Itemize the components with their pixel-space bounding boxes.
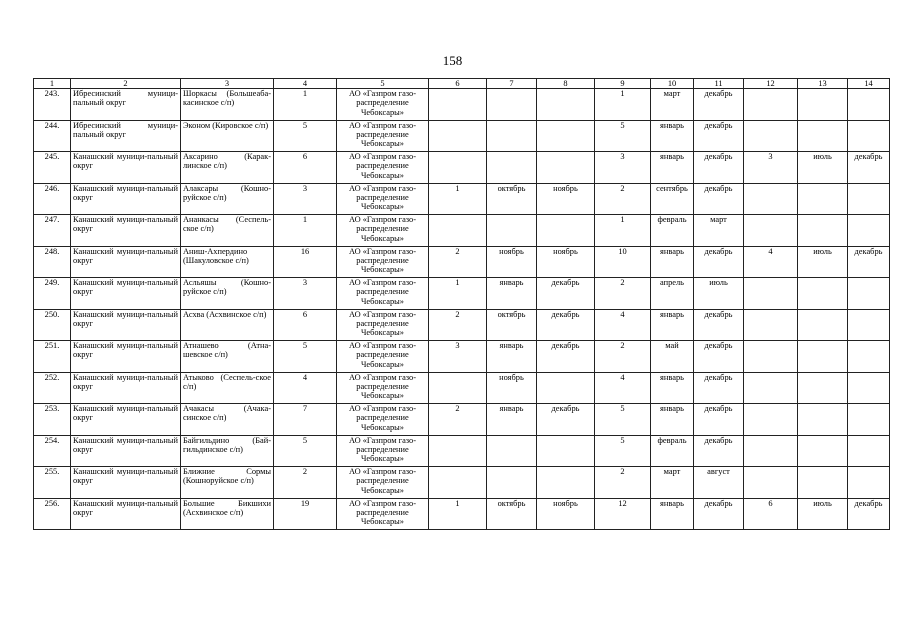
month-cell: [848, 435, 890, 467]
organization-cell: АО «Газпром газо-распределение Чебоксары»: [337, 278, 429, 310]
organization-cell: АО «Газпром газо-распределение Чебоксары»: [337, 309, 429, 341]
month-cell: март: [651, 89, 694, 121]
month-cell: [848, 467, 890, 499]
value-cell: [744, 467, 798, 499]
value-cell: 2: [595, 183, 651, 215]
municipality-cell: Канашский муници-пальный округ: [71, 435, 181, 467]
organization-cell: АО «Газпром газо-распределение Чебоксары»: [337, 89, 429, 121]
month-cell: [537, 215, 595, 247]
table-row: [34, 120, 890, 152]
month-cell: [848, 309, 890, 341]
row-number: 246.: [34, 183, 71, 215]
month-cell: [537, 467, 595, 499]
month-cell: [848, 278, 890, 310]
table-row: [34, 372, 890, 404]
value-cell: 1: [429, 278, 487, 310]
value-cell: [744, 341, 798, 373]
municipality-cell: Ибресинский муници-пальный округ: [71, 89, 181, 121]
table-row: [34, 435, 890, 467]
month-cell: [848, 404, 890, 436]
table-row: [34, 183, 890, 215]
month-cell: [798, 467, 848, 499]
value-cell: [429, 152, 487, 184]
month-cell: декабрь: [694, 372, 744, 404]
settlement-cell: Ачакасы (Ачака-синское с/п): [181, 404, 274, 436]
settlement-cell: Эконом (Кировское с/п): [181, 120, 274, 152]
month-cell: [487, 435, 537, 467]
value-cell: [429, 467, 487, 499]
value-cell: [744, 89, 798, 121]
month-cell: ноябрь: [537, 246, 595, 278]
organization-cell: АО «Газпром газо-распределение Чебоксары»: [337, 372, 429, 404]
month-cell: [848, 341, 890, 373]
month-cell: декабрь: [848, 246, 890, 278]
value-cell: [744, 435, 798, 467]
column-number: 4: [274, 79, 337, 89]
page-number: 158: [442, 53, 463, 68]
month-cell: [848, 89, 890, 121]
column-number: 1: [34, 79, 71, 89]
month-cell: январь: [651, 372, 694, 404]
month-cell: январь: [487, 341, 537, 373]
value-cell: 12: [595, 498, 651, 530]
value-cell: 3: [595, 152, 651, 184]
row-number: 249.: [34, 278, 71, 310]
organization-cell: АО «Газпром газо-распределение Чебоксары»: [337, 120, 429, 152]
municipality-cell: Канашский муници-пальный округ: [71, 152, 181, 184]
value-cell: 1: [595, 215, 651, 247]
month-cell: ноябрь: [537, 183, 595, 215]
table-row: [34, 278, 890, 310]
column-number: 10: [651, 79, 694, 89]
count-cell: 2: [274, 467, 337, 499]
row-number: 256.: [34, 498, 71, 530]
organization-cell: АО «Газпром газо-распределение Чебоксары»: [337, 215, 429, 247]
column-number: 13: [798, 79, 848, 89]
month-cell: [798, 183, 848, 215]
month-cell: [798, 89, 848, 121]
month-cell: декабрь: [694, 404, 744, 436]
month-cell: июль: [798, 246, 848, 278]
month-cell: декабрь: [537, 341, 595, 373]
month-cell: декабрь: [537, 404, 595, 436]
month-cell: [848, 215, 890, 247]
value-cell: 3: [744, 152, 798, 184]
value-cell: [744, 120, 798, 152]
row-number: 252.: [34, 372, 71, 404]
month-cell: [798, 404, 848, 436]
month-cell: декабрь: [694, 120, 744, 152]
month-cell: февраль: [651, 435, 694, 467]
value-cell: [429, 215, 487, 247]
value-cell: [744, 215, 798, 247]
value-cell: 2: [429, 309, 487, 341]
settlement-cell: Ананкасы (Сеспель-ское с/п): [181, 215, 274, 247]
value-cell: 5: [595, 435, 651, 467]
count-cell: 4: [274, 372, 337, 404]
count-cell: 16: [274, 246, 337, 278]
column-number: 14: [848, 79, 890, 89]
month-cell: [798, 341, 848, 373]
municipality-cell: Канашский муници-пальный округ: [71, 278, 181, 310]
month-cell: октябрь: [487, 498, 537, 530]
table-row: [34, 215, 890, 247]
month-cell: [487, 89, 537, 121]
month-cell: ноябрь: [487, 372, 537, 404]
month-cell: январь: [487, 278, 537, 310]
table-row: [34, 89, 890, 121]
column-number: 7: [487, 79, 537, 89]
table-row: [34, 341, 890, 373]
month-cell: июль: [798, 152, 848, 184]
organization-cell: АО «Газпром газо-распределение Чебоксары»: [337, 498, 429, 530]
month-cell: декабрь: [694, 89, 744, 121]
count-cell: 5: [274, 435, 337, 467]
value-cell: [744, 309, 798, 341]
count-cell: 6: [274, 309, 337, 341]
month-cell: декабрь: [694, 498, 744, 530]
month-cell: ноябрь: [537, 498, 595, 530]
month-cell: декабрь: [694, 341, 744, 373]
organization-cell: АО «Газпром газо-распределение Чебоксары»: [337, 183, 429, 215]
row-number: 248.: [34, 246, 71, 278]
count-cell: 5: [274, 120, 337, 152]
month-cell: [798, 215, 848, 247]
value-cell: [744, 372, 798, 404]
row-number: 250.: [34, 309, 71, 341]
value-cell: 2: [595, 467, 651, 499]
value-cell: 2: [595, 341, 651, 373]
count-cell: 1: [274, 89, 337, 121]
month-cell: [798, 120, 848, 152]
table-row: [34, 404, 890, 436]
month-cell: [487, 215, 537, 247]
column-number: 3: [181, 79, 274, 89]
municipality-cell: Канашский муници-пальный округ: [71, 467, 181, 499]
column-number-row: [34, 79, 890, 89]
column-number: 12: [744, 79, 798, 89]
month-cell: [537, 152, 595, 184]
row-number: 254.: [34, 435, 71, 467]
settlement-cell: Атыково (Сеспель-ское с/п): [181, 372, 274, 404]
value-cell: [744, 404, 798, 436]
month-cell: [487, 467, 537, 499]
row-number: 243.: [34, 89, 71, 121]
month-cell: декабрь: [694, 309, 744, 341]
month-cell: [798, 278, 848, 310]
count-cell: 6: [274, 152, 337, 184]
settlement-cell: Аниш-Ахпердино (Шакуловское с/п): [181, 246, 274, 278]
organization-cell: АО «Газпром газо-распределение Чебоксары»: [337, 467, 429, 499]
month-cell: декабрь: [694, 152, 744, 184]
count-cell: 19: [274, 498, 337, 530]
count-cell: 3: [274, 278, 337, 310]
value-cell: [429, 89, 487, 121]
month-cell: октябрь: [487, 183, 537, 215]
table-row: [34, 467, 890, 499]
value-cell: 2: [429, 246, 487, 278]
municipality-cell: Канашский муници-пальный округ: [71, 372, 181, 404]
value-cell: [429, 435, 487, 467]
row-number: 247.: [34, 215, 71, 247]
month-cell: январь: [651, 152, 694, 184]
month-cell: декабрь: [848, 498, 890, 530]
municipality-cell: Канашский муници-пальный округ: [71, 498, 181, 530]
month-cell: июль: [694, 278, 744, 310]
month-cell: март: [694, 215, 744, 247]
month-cell: [537, 435, 595, 467]
count-cell: 3: [274, 183, 337, 215]
month-cell: октябрь: [487, 309, 537, 341]
organization-cell: АО «Газпром газо-распределение Чебоксары»: [337, 152, 429, 184]
month-cell: февраль: [651, 215, 694, 247]
value-cell: 10: [595, 246, 651, 278]
month-cell: сентябрь: [651, 183, 694, 215]
month-cell: январь: [651, 246, 694, 278]
month-cell: [848, 183, 890, 215]
column-number: 9: [595, 79, 651, 89]
count-cell: 5: [274, 341, 337, 373]
month-cell: [848, 120, 890, 152]
value-cell: 6: [744, 498, 798, 530]
settlement-cell: Асхва (Асхвинское с/п): [181, 309, 274, 341]
value-cell: 4: [744, 246, 798, 278]
row-number: 245.: [34, 152, 71, 184]
month-cell: декабрь: [537, 309, 595, 341]
row-number: 251.: [34, 341, 71, 373]
row-number: 253.: [34, 404, 71, 436]
settlement-cell: Алаксары (Кошно-руйское с/п): [181, 183, 274, 215]
municipality-cell: Канашский муници-пальный округ: [71, 215, 181, 247]
month-cell: декабрь: [694, 435, 744, 467]
month-cell: [798, 435, 848, 467]
municipality-cell: Канашский муници-пальный округ: [71, 309, 181, 341]
month-cell: декабрь: [694, 183, 744, 215]
month-cell: август: [694, 467, 744, 499]
value-cell: 1: [429, 183, 487, 215]
table-body: [34, 79, 890, 530]
count-cell: 1: [274, 215, 337, 247]
row-number: 255.: [34, 467, 71, 499]
value-cell: 4: [595, 309, 651, 341]
gasification-schedule-table: [33, 78, 890, 530]
table-row: [34, 246, 890, 278]
month-cell: июль: [798, 498, 848, 530]
settlement-cell: Байгильдино (Бай-гильдинское с/п): [181, 435, 274, 467]
month-cell: [798, 372, 848, 404]
month-cell: декабрь: [848, 152, 890, 184]
settlement-cell: Большие Бикшихи (Асхвинское с/п): [181, 498, 274, 530]
municipality-cell: Канашский муници-пальный округ: [71, 404, 181, 436]
table-row: [34, 152, 890, 184]
month-cell: ноябрь: [487, 246, 537, 278]
value-cell: 3: [429, 341, 487, 373]
month-cell: [537, 372, 595, 404]
settlement-cell: Атнашево (Атна-шевское с/п): [181, 341, 274, 373]
settlement-cell: Ближние Сормы (Кошноруйское с/п): [181, 467, 274, 499]
value-cell: 5: [595, 404, 651, 436]
value-cell: 5: [595, 120, 651, 152]
table-row: [34, 498, 890, 530]
municipality-cell: Канашский муници-пальный округ: [71, 341, 181, 373]
value-cell: 2: [429, 404, 487, 436]
month-cell: март: [651, 467, 694, 499]
value-cell: 4: [595, 372, 651, 404]
settlement-cell: Шоркасы (Большеаба-касинское с/п): [181, 89, 274, 121]
municipality-cell: Ибресинский муници-пальный округ: [71, 120, 181, 152]
settlement-cell: Асльяшы (Кошно-руйское с/п): [181, 278, 274, 310]
column-number: 2: [71, 79, 181, 89]
month-cell: май: [651, 341, 694, 373]
month-cell: [487, 152, 537, 184]
month-cell: [537, 120, 595, 152]
row-number: 244.: [34, 120, 71, 152]
month-cell: январь: [651, 120, 694, 152]
month-cell: [537, 89, 595, 121]
month-cell: декабрь: [694, 246, 744, 278]
table-row: [34, 309, 890, 341]
municipality-cell: Канашский муници-пальный округ: [71, 246, 181, 278]
organization-cell: АО «Газпром газо-распределение Чебоксары»: [337, 341, 429, 373]
municipality-cell: Канашский муници-пальный округ: [71, 183, 181, 215]
organization-cell: АО «Газпром газо-распределение Чебоксары»: [337, 435, 429, 467]
column-number: 5: [337, 79, 429, 89]
month-cell: декабрь: [537, 278, 595, 310]
month-cell: январь: [487, 404, 537, 436]
organization-cell: АО «Газпром газо-распределение Чебоксары»: [337, 246, 429, 278]
value-cell: [744, 183, 798, 215]
month-cell: [487, 120, 537, 152]
month-cell: январь: [651, 404, 694, 436]
value-cell: [744, 278, 798, 310]
settlement-cell: Аксарино (Карак-линское с/п): [181, 152, 274, 184]
column-number: 8: [537, 79, 595, 89]
month-cell: [798, 309, 848, 341]
value-cell: 1: [595, 89, 651, 121]
value-cell: [429, 120, 487, 152]
month-cell: январь: [651, 309, 694, 341]
column-number: 11: [694, 79, 744, 89]
value-cell: [429, 372, 487, 404]
month-cell: апрель: [651, 278, 694, 310]
count-cell: 7: [274, 404, 337, 436]
month-cell: [848, 372, 890, 404]
value-cell: 2: [595, 278, 651, 310]
month-cell: январь: [651, 498, 694, 530]
column-number: 6: [429, 79, 487, 89]
organization-cell: АО «Газпром газо-распределение Чебоксары»: [337, 404, 429, 436]
value-cell: 1: [429, 498, 487, 530]
